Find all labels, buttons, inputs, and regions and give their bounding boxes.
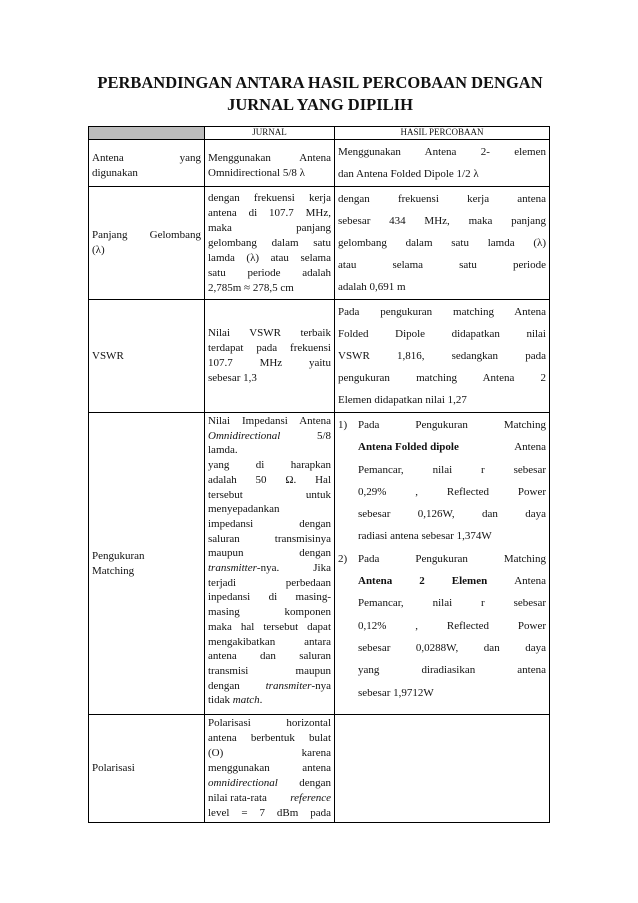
table-row-antena — [89, 140, 550, 187]
jurnal-line: menggunakan antena — [208, 762, 331, 774]
jurnal-line: antena di 107.7 MHz, — [208, 207, 331, 219]
jurnal-line: terdapat pada frekuensi — [208, 342, 331, 354]
jurnal-line: 2,785m ≈ 278,5 cm — [208, 282, 294, 294]
table-row-vswr — [89, 300, 550, 413]
jurnal-line: terjadi perbedaan — [208, 576, 331, 589]
hasil-line: adalah 0,691 m — [338, 281, 406, 293]
jurnal-line: inpedansi di masing- — [208, 591, 331, 604]
header-jurnal: JURNAL — [205, 127, 335, 140]
row-label-vswr: VSWR — [89, 300, 205, 413]
jurnal-line: Nilai Impedansi Antena — [208, 415, 331, 427]
matching-result-list — [338, 414, 546, 704]
hasil-line: sebesar 1,9712W — [358, 686, 434, 699]
list-item — [338, 548, 546, 704]
jurnal-line: masing komponen — [208, 606, 331, 619]
hasil-line: pengukuran matching Antena 2 — [338, 372, 546, 384]
jurnal-line: (O) karena — [208, 747, 331, 759]
jurnal-line: impedansi dengan — [208, 517, 331, 530]
jurnal-line: Menggunakan Antena — [208, 151, 331, 164]
hasil-line: gelombang dalam satu lamda (λ) — [338, 237, 546, 249]
comparison-table — [88, 126, 550, 823]
hasil-cell-polarisasi — [335, 715, 550, 823]
table-header-row — [89, 127, 550, 140]
label-word: yang — [179, 151, 201, 164]
list-item-body — [358, 414, 546, 548]
hasil-cell-vswr — [335, 300, 550, 413]
table-row-panjang-gelombang — [89, 187, 550, 300]
header-blank — [89, 127, 205, 140]
jurnal-line: Omnidirectional 5/8 — [208, 429, 331, 442]
page-title — [70, 72, 570, 116]
jurnal-line: antena berbentuk bulat — [208, 732, 331, 744]
row-label-matching — [89, 413, 205, 715]
hasil-line: dengan frekuensi kerja antena — [338, 193, 546, 205]
title-line-2: JURNAL YANG DIPILIH — [227, 95, 413, 114]
jurnal-line: yang di harapkan — [208, 459, 331, 472]
hasil-line: Elemen didapatkan nilai 1,27 — [338, 394, 467, 406]
jurnal-cell-matching — [205, 413, 335, 715]
hasil-line: Pada pengukuran matching Antena — [338, 306, 546, 318]
hasil-line: Antena 2 Elemen Antena — [358, 575, 546, 588]
hasil-line: Antena Folded dipole Antena — [358, 441, 546, 454]
label-line: Pengukuran — [92, 549, 145, 562]
hasil-line: Pemancar, nilai r sebesar — [358, 597, 546, 610]
label-line: Panjang Gelombang — [92, 229, 201, 241]
list-item-body — [358, 548, 546, 704]
jurnal-cell-polarisasi — [205, 715, 335, 823]
table-row-polarisasi — [89, 715, 550, 823]
jurnal-line: saluran transmisinya — [208, 532, 331, 545]
jurnal-line: mengakibatkan antara — [208, 635, 331, 648]
hasil-cell-matching — [335, 413, 550, 715]
label-line: Matching — [92, 564, 135, 577]
jurnal-line: transmitter-nya. Jika — [208, 562, 331, 575]
label-line: (λ) — [92, 244, 105, 256]
jurnal-line: tersebut untuk — [208, 488, 331, 501]
jurnal-line: dengan frekuensi kerja — [208, 192, 331, 204]
jurnal-line: menyepadankan — [208, 503, 280, 516]
hasil-line: 0,12% , Reflected Power — [358, 619, 546, 632]
jurnal-line: tidak match. — [208, 694, 263, 707]
jurnal-line: adalah 50 Ω. Hal — [208, 473, 331, 486]
jurnal-line: satu periode adalah — [208, 267, 331, 279]
list-item — [338, 414, 546, 548]
hasil-cell-antena — [335, 140, 550, 187]
header-hasil: HASIL PERCOBAAN — [335, 127, 550, 140]
jurnal-line: transmisi maupun — [208, 664, 331, 677]
title-line-1: PERBANDINGAN ANTARA HASIL PERCOBAAN DENGAN — [97, 73, 543, 92]
jurnal-line: maka hal tersebut dapat — [208, 620, 331, 633]
table-row-pengukuran-matching — [89, 413, 550, 715]
hasil-line: radiasi antena sebesar 1,374W — [358, 530, 492, 543]
jurnal-cell-vswr — [205, 300, 335, 413]
hasil-line: Menggunakan Antena 2- elemen — [338, 146, 546, 158]
hasil-line: yang diradiasikan antena — [358, 664, 546, 677]
jurnal-line: antena dan saluran — [208, 650, 331, 663]
jurnal-line: gelombang dalam satu — [208, 237, 331, 249]
jurnal-line: dengan transmiter-nya — [208, 679, 331, 692]
hasil-line: sebesar 0,126W, dan daya — [358, 508, 546, 521]
jurnal-line: Nilai VSWR terbaik — [208, 327, 331, 339]
hasil-line: Pemancar, nilai r sebesar — [358, 463, 546, 476]
jurnal-line: Polarisasi horizontal — [208, 717, 331, 729]
label-line: digunakan — [92, 166, 138, 179]
jurnal-line: maupun dengan — [208, 547, 331, 560]
jurnal-line: sebesar 1,3 — [208, 372, 257, 384]
jurnal-line: 107.7 MHz yaitu — [208, 357, 331, 369]
label-word: Antena — [92, 151, 124, 164]
hasil-line: Pada Pengukuran Matching — [358, 419, 546, 431]
hasil-line: atau selama satu periode — [338, 259, 546, 271]
jurnal-line: lamda. — [208, 444, 238, 457]
jurnal-line: maka panjang — [208, 222, 331, 234]
hasil-line: VSWR 1,816, sedangkan pada — [338, 350, 546, 362]
hasil-line: Folded Dipole didapatkan nilai — [338, 328, 546, 340]
row-label-polarisasi: Polarisasi — [89, 715, 205, 823]
hasil-line: Pada Pengukuran Matching — [358, 552, 546, 565]
jurnal-line: omnidirectional dengan — [208, 777, 331, 789]
jurnal-cell-panjang — [205, 187, 335, 300]
jurnal-line: nilai rata-rata reference — [208, 792, 331, 804]
hasil-line: 0,29% , Reflected Power — [358, 485, 546, 498]
jurnal-line: Omnidirectional 5/8 λ — [208, 166, 305, 179]
row-label-panjang — [89, 187, 205, 300]
hasil-line: sebesar 0,0288W, dan daya — [358, 641, 546, 654]
jurnal-cell-antena — [205, 140, 335, 187]
hasil-line: dan Antena Folded Dipole 1/2 λ — [338, 168, 479, 180]
row-label-antena — [89, 140, 205, 187]
jurnal-line: lamda (λ) atau selama — [208, 252, 331, 264]
list-number: 2) — [338, 552, 348, 565]
hasil-cell-panjang — [335, 187, 550, 300]
label-line — [92, 151, 201, 166]
jurnal-line: level = 7 dBm pada — [208, 807, 331, 819]
list-number: 1) — [338, 419, 348, 431]
hasil-line: sebesar 434 MHz, maka panjang — [338, 215, 546, 227]
